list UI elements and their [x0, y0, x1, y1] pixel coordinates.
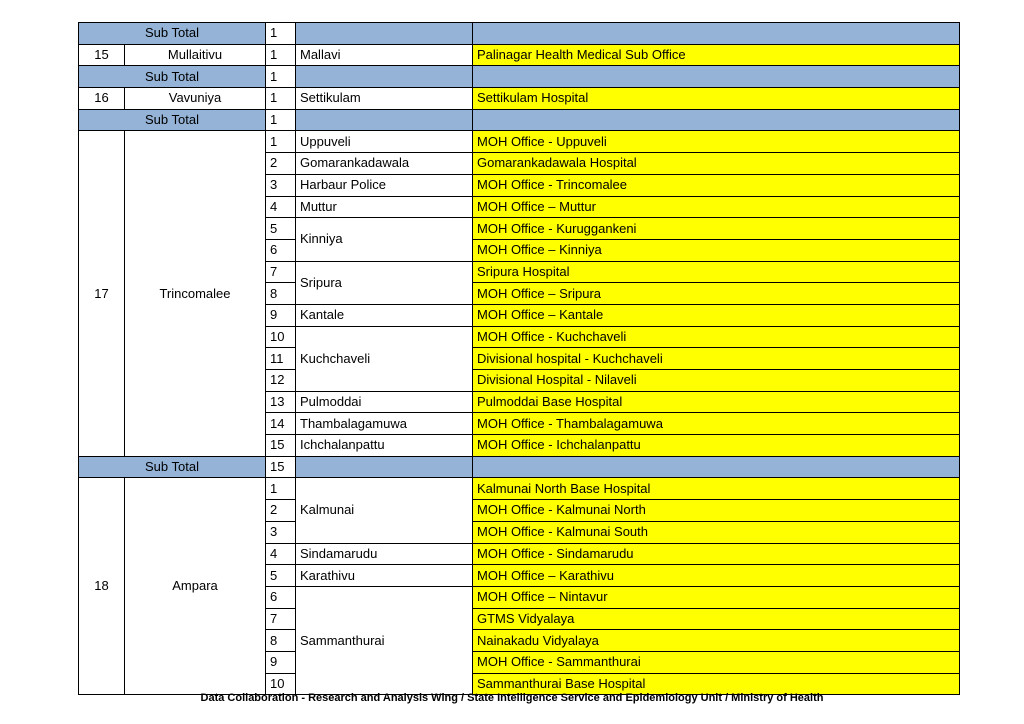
quarantine-center: MOH Office - Sammanthurai	[473, 651, 960, 673]
quarantine-center: MOH Office – Sripura	[473, 283, 960, 305]
serial-number: 5	[266, 565, 296, 587]
district-name: Vavuniya	[125, 88, 266, 110]
quarantine-center: MOH Office - Kuruggankeni	[473, 218, 960, 240]
serial-number: 7	[266, 608, 296, 630]
subtotal-label: Sub Total	[79, 66, 266, 88]
subtotal-count: 15	[266, 456, 296, 478]
district-number: 16	[79, 88, 125, 110]
subtotal-empty	[296, 66, 473, 88]
subtotal-empty	[473, 456, 960, 478]
quarantine-center: Kalmunai North Base Hospital	[473, 478, 960, 500]
area-name: Sammanthurai	[296, 586, 473, 694]
subtotal-empty	[473, 23, 960, 45]
quarantine-center: MOH Office - Kuchchaveli	[473, 326, 960, 348]
area-name: Settikulam	[296, 88, 473, 110]
quarantine-center: MOH Office – Karathivu	[473, 565, 960, 587]
quarantine-center: Sammanthurai Base Hospital	[473, 673, 960, 695]
quarantine-center: MOH Office - Kalmunai North	[473, 500, 960, 522]
table-row	[79, 131, 960, 153]
serial-number: 8	[266, 283, 296, 305]
quarantine-center: Pulmoddai Base Hospital	[473, 391, 960, 413]
serial-number: 2	[266, 153, 296, 175]
area-name: Ichchalanpattu	[296, 435, 473, 457]
area-name: Pulmoddai	[296, 391, 473, 413]
serial-number: 11	[266, 348, 296, 370]
quarantine-center: Sripura Hospital	[473, 261, 960, 283]
subtotal-empty	[296, 109, 473, 131]
serial-number: 14	[266, 413, 296, 435]
serial-number: 15	[266, 435, 296, 457]
subtotal-count: 1	[266, 109, 296, 131]
district-name: Ampara	[125, 478, 266, 695]
area-name: Sripura	[296, 261, 473, 304]
subtotal-label: Sub Total	[79, 23, 266, 45]
subtotal-empty	[473, 66, 960, 88]
footer-credit: Data Collaboration - Research and Analysis Wing / State Intelligence Service and Epidemiology Unit / Ministry of Health	[200, 692, 824, 704]
serial-number: 6	[266, 586, 296, 608]
subtotal-empty	[473, 109, 960, 131]
serial-number: 12	[266, 370, 296, 392]
area-name: Muttur	[296, 196, 473, 218]
serial-number: 1	[266, 478, 296, 500]
serial-number: 1	[266, 131, 296, 153]
district-name: Trincomalee	[125, 131, 266, 456]
serial-number: 4	[266, 543, 296, 565]
quarantine-center: Gomarankadawala Hospital	[473, 153, 960, 175]
area-name: Uppuveli	[296, 131, 473, 153]
area-name: Kinniya	[296, 218, 473, 261]
quarantine-center: Palinagar Health Medical Sub Office	[473, 44, 960, 66]
serial-number: 13	[266, 391, 296, 413]
area-name: Kuchchaveli	[296, 326, 473, 391]
quarantine-center: MOH Office - Sindamarudu	[473, 543, 960, 565]
subtotal-label: Sub Total	[79, 456, 266, 478]
quarantine-center: Divisional hospital - Kuchchaveli	[473, 348, 960, 370]
subtotal-empty	[296, 23, 473, 45]
quarantine-center: MOH Office - Uppuveli	[473, 131, 960, 153]
district-number: 15	[79, 44, 125, 66]
subtotal-row	[79, 66, 960, 88]
district-name: Mullaitivu	[125, 44, 266, 66]
area-name: Kalmunai	[296, 478, 473, 543]
quarantine-center: MOH Office – Kinniya	[473, 239, 960, 261]
area-name: Gomarankadawala	[296, 153, 473, 175]
area-name: Karathivu	[296, 565, 473, 587]
subtotal-label: Sub Total	[79, 109, 266, 131]
subtotal-row	[79, 109, 960, 131]
quarantine-center: MOH Office – Nintavur	[473, 586, 960, 608]
quarantine-center: MOH Office – Muttur	[473, 196, 960, 218]
district-number: 17	[79, 131, 125, 456]
quarantine-center: MOH Office - Trincomalee	[473, 174, 960, 196]
serial-number: 3	[266, 521, 296, 543]
quarantine-center: MOH Office – Kantale	[473, 304, 960, 326]
area-name: Kantale	[296, 304, 473, 326]
subtotal-count: 1	[266, 66, 296, 88]
serial-number: 9	[266, 304, 296, 326]
subtotal-empty	[296, 456, 473, 478]
quarantine-center: MOH Office - Thambalagamuwa	[473, 413, 960, 435]
quarantine-center: GTMS Vidyalaya	[473, 608, 960, 630]
quarantine-center: Nainakadu Vidyalaya	[473, 630, 960, 652]
area-name: Sindamarudu	[296, 543, 473, 565]
quarantine-center: Settikulam Hospital	[473, 88, 960, 110]
serial-number: 7	[266, 261, 296, 283]
quarantine-centers-table	[78, 22, 960, 695]
subtotal-row	[79, 23, 960, 45]
area-name: Thambalagamuwa	[296, 413, 473, 435]
quarantine-center: MOH Office - Kalmunai South	[473, 521, 960, 543]
serial-number: 8	[266, 630, 296, 652]
area-name: Harbaur Police	[296, 174, 473, 196]
table-row	[79, 88, 960, 110]
subtotal-row	[79, 456, 960, 478]
serial-number: 5	[266, 218, 296, 240]
serial-number: 6	[266, 239, 296, 261]
district-number: 18	[79, 478, 125, 695]
serial-number: 1	[266, 88, 296, 110]
quarantine-center: Divisional Hospital - Nilaveli	[473, 370, 960, 392]
serial-number: 10	[266, 326, 296, 348]
serial-number: 2	[266, 500, 296, 522]
serial-number: 4	[266, 196, 296, 218]
table-row	[79, 44, 960, 66]
table-row	[79, 478, 960, 500]
area-name: Mallavi	[296, 44, 473, 66]
serial-number: 3	[266, 174, 296, 196]
serial-number: 1	[266, 44, 296, 66]
subtotal-count: 1	[266, 23, 296, 45]
quarantine-center: MOH Office - Ichchalanpattu	[473, 435, 960, 457]
serial-number: 9	[266, 651, 296, 673]
serial-number: 10	[266, 673, 296, 695]
